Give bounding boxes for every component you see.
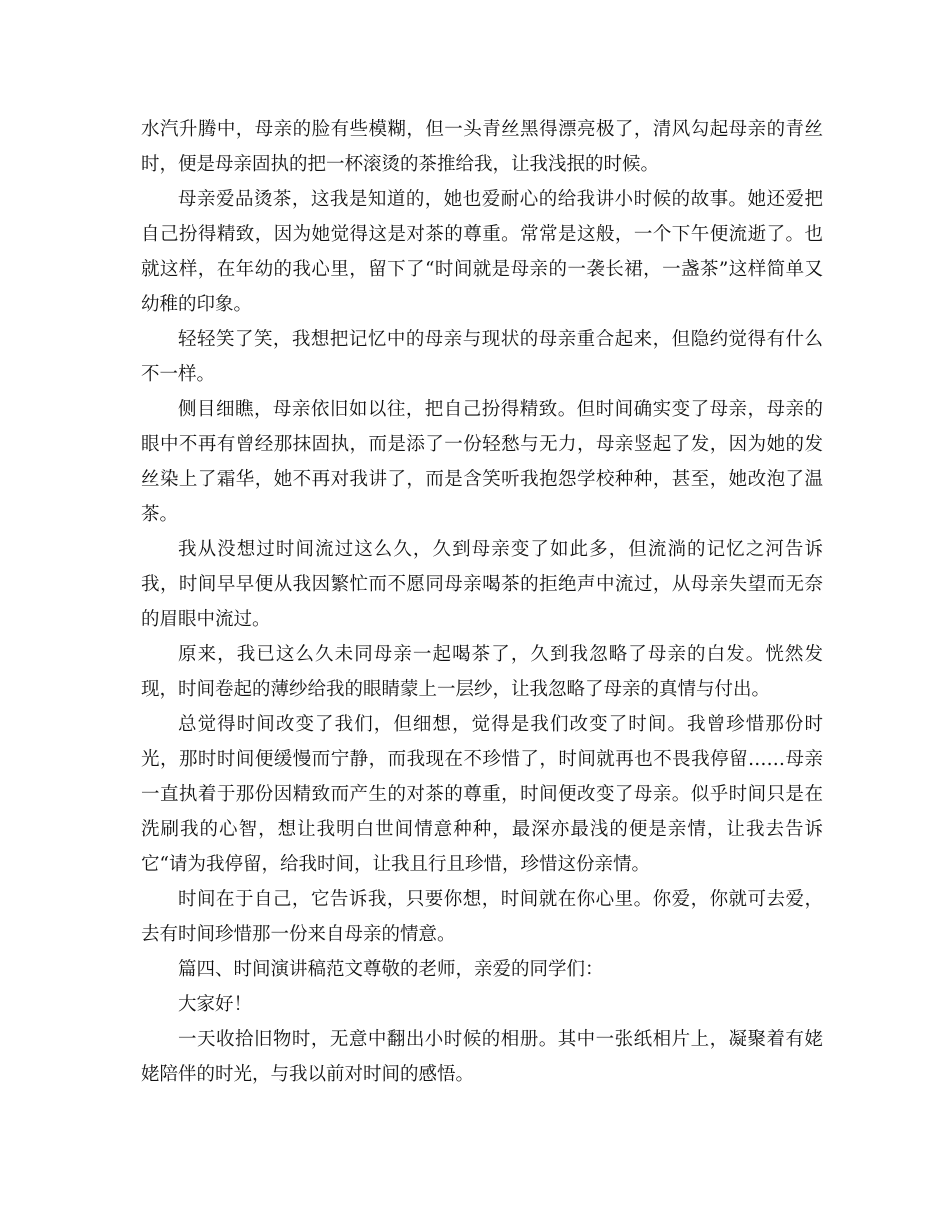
paragraph-2: 母亲爱品烫茶，这我是知道的，她也爱耐心的给我讲小时候的故事。她还爱把自己扮得精致，因为她觉得这是对茶的尊重。常常是这般，一个下午便流逝了。也就这样，在年幼的我心里，留下了“时间就是母亲的一袭长裙，一盏茶”这样简单又幼稚的印象。 <box>141 189 823 315</box>
document-body <box>141 112 823 1092</box>
paragraph-6: 原来，我已这么久未同母亲一起喝茶了，久到我忽略了母亲的白发。恍然发现，时间卷起的薄纱给我的眼睛蒙上一层纱，让我忽略了母亲的真情与付出。 <box>141 644 823 700</box>
greeting: 大家好！ <box>178 994 253 1015</box>
section-heading: 篇四、时间演讲稿范文尊敬的老师，亲爱的同学们： <box>178 959 604 980</box>
paragraph-4: 侧目细瞧，母亲依旧如以往，把自己扮得精致。但时间确实变了母亲，母亲的眼中不再有曾经那抹固执，而是添了一份轻愁与无力，母亲竖起了发，因为她的发丝染上了霜华，她不再对我讲了，而是含笑听我抱怨学校种种，甚至，她改泡了温茶。 <box>141 399 823 525</box>
paragraph-9: 一天收拾旧物时，无意中翻出小时候的相册。其中一张纸相片上，凝聚着有姥姥陪伴的时光，与我以前对时间的感悟。 <box>141 1029 823 1085</box>
paragraph-7: 总觉得时间改变了我们，但细想，觉得是我们改变了时间。我曾珍惜那份时光，那时时间便缓慢而宁静，而我现在不珍惜了，时间就再也不畏我停留……母亲一直执着于那份因精致而产生的对茶的尊重，时间便改变了母亲。似乎时间只是在洗刷我的心智，想让我明白世间情意种种，最深亦最浅的便是亲情，让我去告诉它“请为我停留，给我时间，让我且行且珍惜，珍惜这份亲情。 <box>141 714 823 875</box>
paragraph-3: 轻轻笑了笑，我想把记忆中的母亲与现状的母亲重合起来，但隐约觉得有什么不一样。 <box>141 329 823 385</box>
paragraph-1: 水汽升腾中，母亲的脸有些模糊，但一头青丝黑得漂亮极了，清风勾起母亲的青丝时，便是母亲固执的把一杯滚烫的茶推给我，让我浅抿的时候。 <box>141 119 823 175</box>
paragraph-8: 时间在于自己，它告诉我，只要你想，时间就在你心里。你爱，你就可去爱，去有时间珍惜那一份来自母亲的情意。 <box>141 889 823 945</box>
paragraph-5: 我从没想过时间流过这么久，久到母亲变了如此多，但流淌的记忆之河告诉我，时间早早便从我因繁忙而不愿同母亲喝茶的拒绝声中流过，从母亲失望而无奈的眉眼中流过。 <box>141 539 823 630</box>
